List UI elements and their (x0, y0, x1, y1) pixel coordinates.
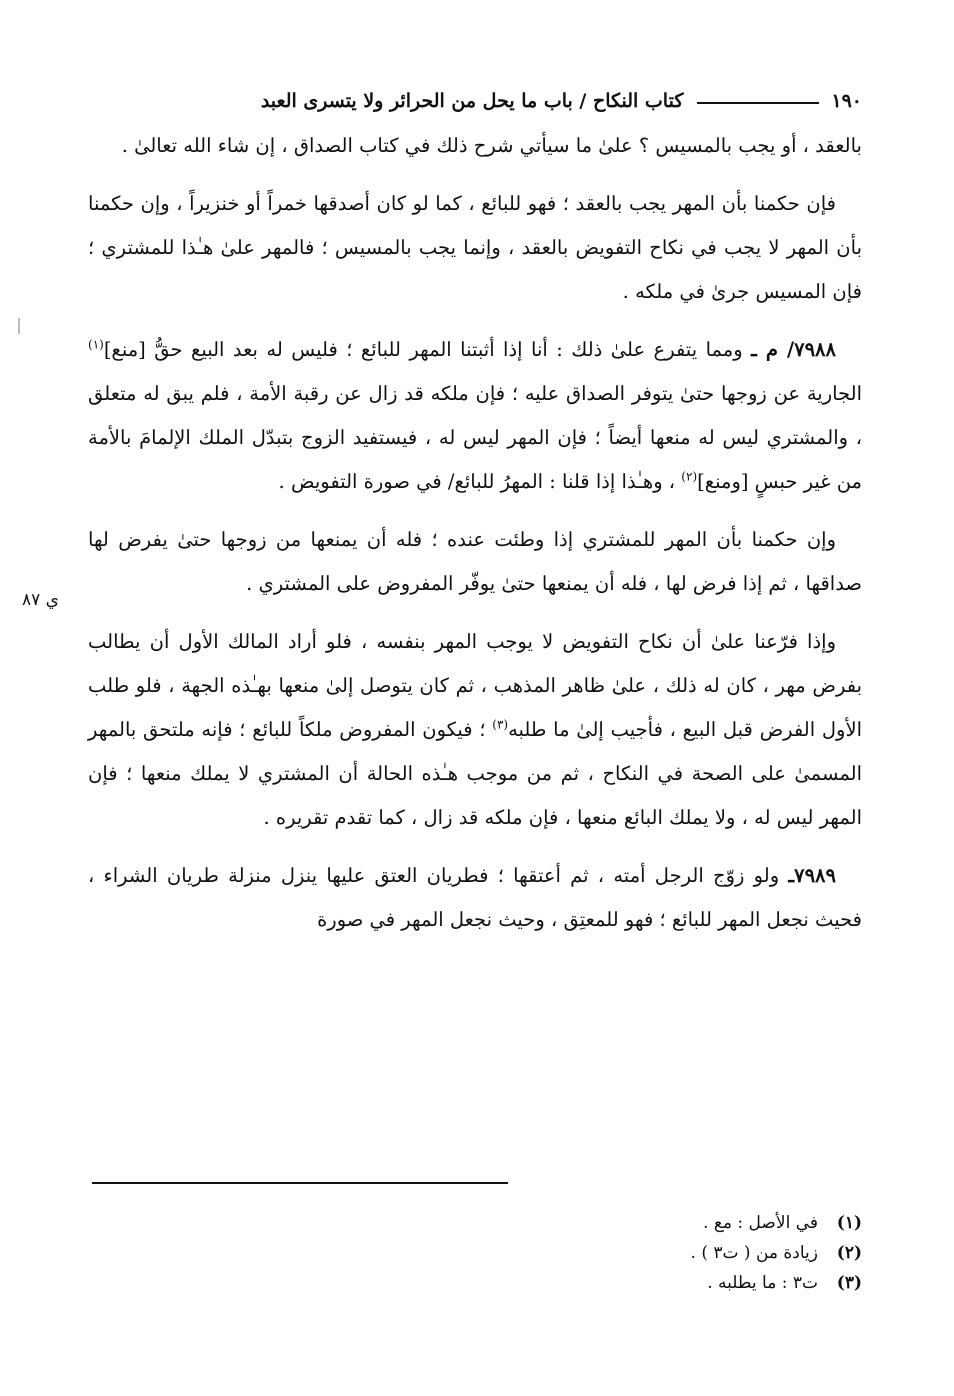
paragraph (88, 124, 862, 168)
footnote-ref: (٣) (492, 717, 509, 732)
paragraph (88, 328, 862, 504)
footnote-text: في الأصل : مع . (703, 1213, 818, 1233)
running-title: كتاب النكاح / باب ما يحل من الحرائر ولا يتسرى العبد (260, 90, 684, 112)
paragraph (88, 518, 862, 606)
header-rule (697, 102, 819, 104)
footnote-ref: (١) (88, 337, 104, 352)
issue-number: ٧٩٨٩ـ (788, 864, 836, 887)
footnotes (92, 1208, 862, 1298)
paragraph-text: بالعقد ، أو يجب بالمسيس ؟ علىٰ ما سيأتي شرح ذلك في كتاب الصداق ، إن شاء الله تعالىٰ . (121, 134, 862, 157)
footnote-divider (92, 1182, 508, 1184)
footnote-ref: (٢) (681, 469, 698, 484)
paragraph-text: ولو زوّج الرجل أمته ، ثم أعتقها ؛ فطريان العتق عليها ينزل منزلة طريان الشراء ، فحيث نجعل المهر للبائع ؛ فهو للمعتِق ، وحيث نجعل المهر في صورة (88, 864, 862, 931)
paragraph-text: الجارية عن زوجها حتىٰ يتوفر الصداق عليه ؛ فإن ملكه قد زال عن رقبة الأمة ، فلم يبق له متعلق ، والمشتري ليس له منعها أيضاً ؛ فإن المهر ليس له ، فيستفيد الزوج بتبدّل الملك الإلمامَ بالأمة من غير حبسٍ [ومنع] (88, 382, 862, 493)
footnote (92, 1268, 862, 1298)
footnote-text: ت٣ : ما يطلبه . (707, 1273, 818, 1293)
main-text (88, 124, 862, 956)
footnote-number: (١) (836, 1213, 862, 1233)
paragraph-text: ومما يتفرع علىٰ ذلك : أنا إذا أثبتنا المهر للبائع ؛ فليس له بعد البيع حقُّ [منع] (103, 338, 743, 361)
page-number: ١٩٠ (831, 90, 862, 112)
paragraph (88, 620, 862, 840)
paragraph (88, 854, 862, 942)
paragraph-text: فإن حكمنا بأن المهر يجب بالعقد ؛ فهو للبائع ، كما لو كان أصدقها خمراً أو خنزيراً ، وإن حكمنا بأن المهر لا يجب في نكاح التفويض بالعقد ، وإنما يجب بالمسيس ؛ فالمهر علىٰ هـٰذا للمشتري ؛ فإن المسيس جرىٰ في ملكه . (88, 192, 862, 303)
paragraph (88, 182, 862, 314)
footnote-number: (٢) (836, 1243, 862, 1263)
margin-manuscript-ref: ي ٨٧ (22, 590, 59, 610)
scan-mark (18, 318, 20, 334)
footnote (92, 1208, 862, 1238)
issue-number: ٧٩٨٨/ م ـ (751, 338, 836, 361)
paragraph-text: ؛ فيكون المفروض ملكاً للبائع ؛ فإنه ملتحق بالمهر المسمىٰ على الصحة في النكاح ، ثم من موجب هـٰذه الحالة أن المشتري لا يملك منعها ؛ فإن المهر ليس له ، ولا يملك البائع منعها ، فإن ملكه قد زال ، كما تقدم تقريره . (88, 718, 862, 829)
paragraph-text: ، وهـٰذا إذا قلنا : المهرُ للبائع/ في صورة التفويض . (278, 470, 682, 493)
footnote (92, 1238, 862, 1268)
page-header (92, 84, 862, 118)
footnote-text: زيادة من ( ت٣ ) . (690, 1243, 818, 1263)
paragraph-text: وإن حكمنا بأن المهر للمشتري إذا وطئت عنده ؛ فله أن يمنعها من زوجها حتىٰ يفرض لها صداقها ، ثم إذا فرض لها ، فله أن يمنعها حتىٰ يوفّر المفروض على المشتري . (88, 528, 862, 595)
paragraph-text: وإذا فرّعنا علىٰ أن نكاح التفويض لا يوجب المهر بنفسه ، فلو أراد المالك الأول أن يطالب بفرض مهر ، كان له ذلك ، علىٰ ظاهر المذهب ، ثم كان يتوصل إلىٰ منعها بهـٰذه الجهة ، فلو طلب الأول الفرض قبل البيع ، فأجيب إلىٰ ما طلبه (88, 630, 862, 741)
footnote-number: (٣) (836, 1273, 862, 1293)
